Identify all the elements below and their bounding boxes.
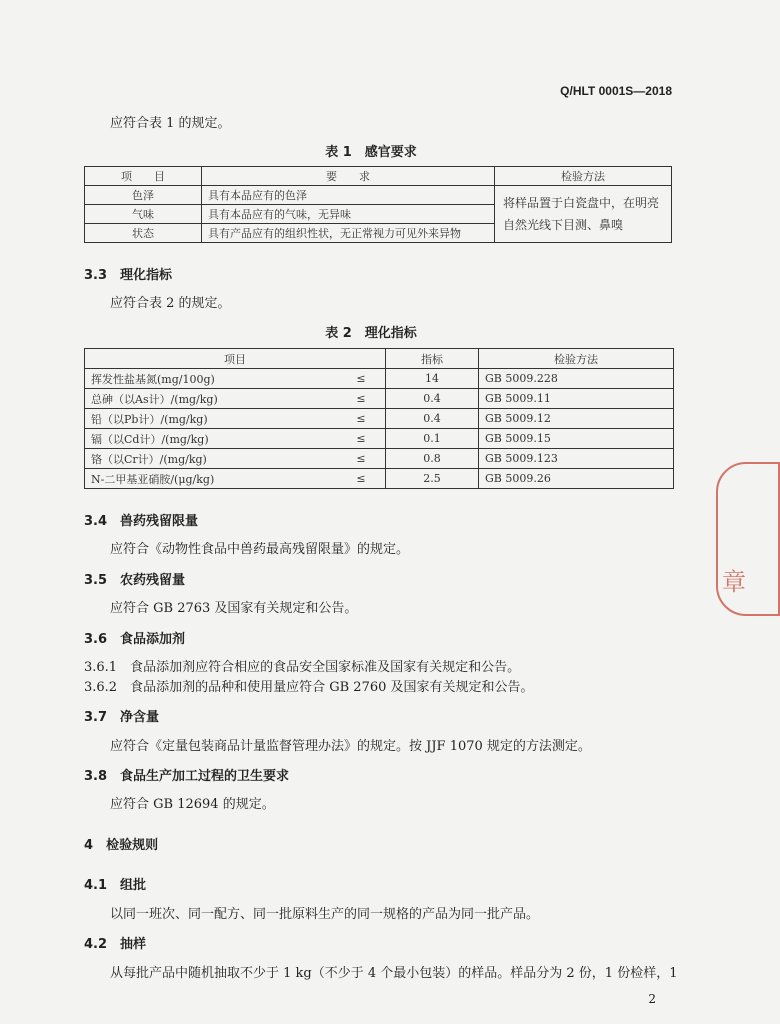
section-text: 食品添加剂的品种和使用量应符合 GB 2760 及国家有关规定和公告。 xyxy=(130,680,534,695)
table1-item: 气味 xyxy=(85,205,202,224)
table2-sign: ≤ xyxy=(337,449,386,469)
section-title: 组批 xyxy=(120,878,147,893)
intro-line: 应符合表 1 的规定。 xyxy=(110,116,231,131)
table2-header-value: 指标 xyxy=(386,349,479,369)
section-title: 兽药残留限量 xyxy=(120,514,199,529)
table-row xyxy=(85,429,674,449)
table2-item: 总砷（以As计）/(mg/kg) xyxy=(85,389,338,409)
section-number: 4 xyxy=(84,838,94,853)
section-3-7-text: 应符合《定量包装商品计量监督管理办法》的规定。按 JJF 1070 规定的方法测定。 xyxy=(110,739,591,754)
table2-value: 2.5 xyxy=(386,469,479,489)
standard-number: Q/HLT 0001S—2018 xyxy=(560,84,672,98)
table2-value: 14 xyxy=(386,369,479,389)
section-3-8-text: 应符合 GB 12694 的规定。 xyxy=(110,797,275,812)
section-3-6-2 xyxy=(84,676,534,695)
section-3-4-text: 应符合《动物性食品中兽药最高残留限量》的规定。 xyxy=(110,542,410,557)
section-number: 3.8 xyxy=(84,769,108,784)
table1-header-requirement: 要 求 xyxy=(202,167,495,186)
table1-caption: 表 1 感官要求 xyxy=(325,145,417,160)
table2-method: GB 5009.12 xyxy=(479,409,674,429)
table2-sign: ≤ xyxy=(337,409,386,429)
section-3-5-text: 应符合 GB 2763 及国家有关规定和公告。 xyxy=(110,601,358,616)
table2-value: 0.4 xyxy=(386,389,479,409)
table1-requirement: 具有本品应有的气味，无异味 xyxy=(202,205,495,224)
table-row xyxy=(85,449,674,469)
table2-value: 0.8 xyxy=(386,449,479,469)
table-row xyxy=(85,369,674,389)
table2-sign: ≤ xyxy=(337,469,386,489)
section-text: 食品添加剂应符合相应的食品安全国家标准及国家有关规定和公告。 xyxy=(130,660,521,675)
table1-item: 状态 xyxy=(85,224,202,243)
section-3-7-heading xyxy=(84,706,159,725)
section-title: 抽样 xyxy=(120,937,147,952)
section-number: 3.5 xyxy=(84,573,108,588)
table-row xyxy=(85,389,674,409)
section-title: 检验规则 xyxy=(106,838,159,853)
table-row xyxy=(85,409,674,429)
table2-method: GB 5009.123 xyxy=(479,449,674,469)
section-4-1-text: 以同一班次、同一配方、同一批原料生产的同一规格的产品为同一批产品。 xyxy=(110,907,540,922)
table2-method: GB 5009.26 xyxy=(479,469,674,489)
section-number: 3.6.1 xyxy=(84,660,118,675)
table1-method: 将样品置于白瓷盘中，在明亮自然光线下目测、鼻嗅 xyxy=(495,186,672,243)
section-3-3-heading xyxy=(84,264,172,283)
table2-header-item: 项目 xyxy=(85,349,386,369)
table2-method: GB 5009.228 xyxy=(479,369,674,389)
section-number: 3.6 xyxy=(84,632,108,647)
section-3-3-text: 应符合表 2 的规定。 xyxy=(110,296,231,311)
table2-item: N-二甲基亚硝胺/(μg/kg) xyxy=(85,469,338,489)
section-4-heading xyxy=(84,834,158,853)
section-number: 3.7 xyxy=(84,710,108,725)
table-row xyxy=(85,469,674,489)
section-3-6-heading xyxy=(84,628,185,647)
section-number: 4.1 xyxy=(84,878,108,893)
section-4-1-heading xyxy=(84,874,146,893)
table2-sign: ≤ xyxy=(337,429,386,449)
section-title: 食品生产加工过程的卫生要求 xyxy=(120,769,290,784)
table2-header-method: 检验方法 xyxy=(479,349,674,369)
section-3-5-heading xyxy=(84,569,185,588)
section-3-4-heading xyxy=(84,510,198,529)
table2-item: 铬（以Cr计）/(mg/kg) xyxy=(85,449,338,469)
table1-requirement: 具有本品应有的色泽 xyxy=(202,186,495,205)
section-4-2-text: 从每批产品中随机抽取不少于 1 kg（不少于 4 个最小包装）的样品。样品分为 2 份，1 份检样，1 xyxy=(110,966,678,981)
table2-method: GB 5009.15 xyxy=(479,429,674,449)
section-title: 净含量 xyxy=(120,710,160,725)
section-number: 3.3 xyxy=(84,268,108,283)
section-number: 3.6.2 xyxy=(84,680,118,695)
section-title: 食品添加剂 xyxy=(120,632,186,647)
stamp-text: 章 xyxy=(722,568,746,596)
table1-requirement: 具有产品应有的组织性状，无正常视力可见外来异物 xyxy=(202,224,495,243)
table2-value: 0.1 xyxy=(386,429,479,449)
sensory-table xyxy=(84,166,672,243)
table2-sign: ≤ xyxy=(337,389,386,409)
table1-header-method: 检验方法 xyxy=(495,167,672,186)
page-number: 2 xyxy=(648,992,656,1006)
table1-header-item: 项 目 xyxy=(85,167,202,186)
table2-value: 0.4 xyxy=(386,409,479,429)
section-3-6-1 xyxy=(84,656,520,675)
table2-caption: 表 2 理化指标 xyxy=(325,326,417,341)
section-number: 3.4 xyxy=(84,514,108,529)
section-number: 4.2 xyxy=(84,937,108,952)
table2-method: GB 5009.11 xyxy=(479,389,674,409)
table2-sign: ≤ xyxy=(337,369,386,389)
table2-item: 挥发性盐基氮(mg/100g) xyxy=(85,369,338,389)
section-title: 农药残留量 xyxy=(120,573,186,588)
section-title: 理化指标 xyxy=(120,268,173,283)
physicochemical-table xyxy=(84,348,674,489)
table1-item: 色泽 xyxy=(85,186,202,205)
table2-item: 铅（以Pb计）/(mg/kg) xyxy=(85,409,338,429)
section-3-8-heading xyxy=(84,765,289,784)
official-seal-stamp xyxy=(716,462,780,616)
section-4-2-heading xyxy=(84,933,146,952)
table2-item: 镉（以Cd计）/(mg/kg) xyxy=(85,429,338,449)
